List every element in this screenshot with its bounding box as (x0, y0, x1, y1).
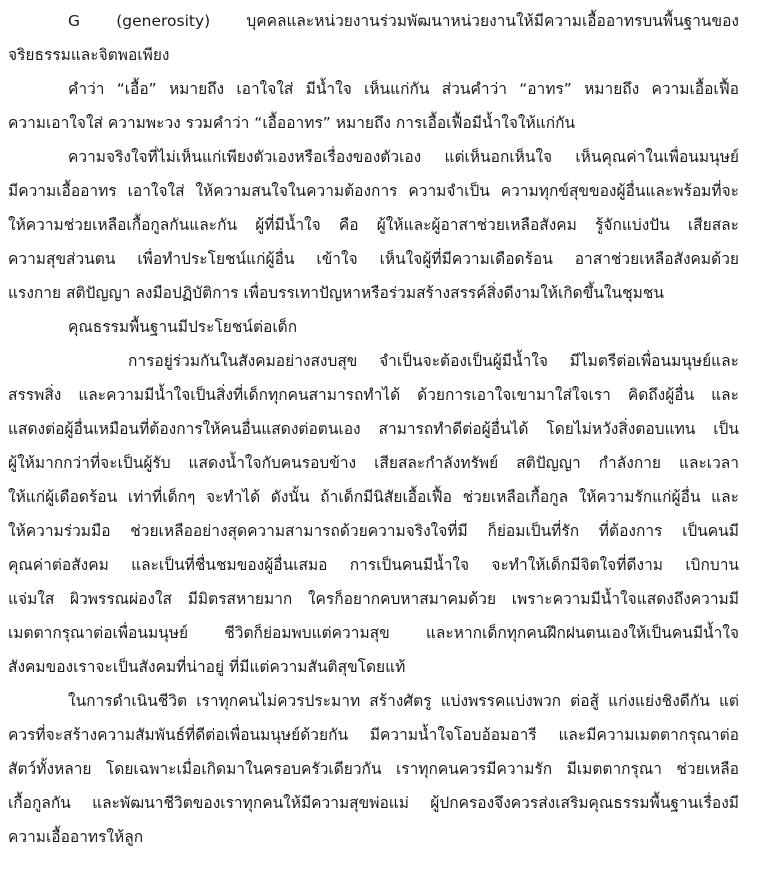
text-line-14: ผู้ให้มากกว่าที่จะเป็นผู้รับ แสดงน้ำใจกับคนรอบข้าง เสียสละกำลังทรัพย์ สติปัญญา กำลังกาย และเวลา (8, 454, 739, 472)
text-line-21: ในการดำเนินชีวิต เราทุกคนไม่ควรประมาท สร้างศัตรู แบ่งพรรคแบ่งพวก ต่อสู้ แก่งแย่งชิงดีกัน แต่ (68, 692, 739, 710)
text-line-24: เกื้อกูลกัน และพัฒนาชีวิตของเราทุกคนให้มีความสุขพ่อแม่ ผู้ปกครองจึงควรส่งเสริมคุณธรรมพื้นฐานเรื่องมี (8, 794, 739, 812)
text-line-16: ให้ความร่วมมือ ช่วยเหลืออย่างสุดความสามารถด้วยความจริงใจที่มี ก็ย่อมเป็นที่รัก ที่ต้องการ เป็นคนมี (8, 522, 739, 540)
section-heading: คุณธรรมพื้นฐานมีประโยชน์ต่อเด็ก (68, 318, 298, 336)
text-line-17: คุณค่าต่อสังคม และเป็นที่ชื่นชมของผู้อื่นเสมอ การเป็นคนมีน้ำใจ จะทำให้เด็กมีจิตใจที่ดีงาม เบิกบาน (8, 556, 739, 574)
text-line-20: สังคมของเราจะเป็นสังคมที่น่าอยู่ ที่มีแต่ความสันติสุขโดยแท้ (8, 658, 406, 676)
text-line-4: ความเอาใจใส่ ความพะวง รวมคำว่า “เอื้ออาทร” หมายถึง การเอื้อเฟื้อมีน้ำใจให้แก่กัน (8, 114, 576, 132)
text-line-18: แจ่มใส ผิวพรรณผ่องใส มีมิตรสหายมาก ใครก็อยากคบหาสมาคมด้วย เพราะความมีน้ำใจแสดงถึงความมี (8, 590, 739, 608)
text-line-5: ความจริงใจที่ไม่เห็นแก่เพียงตัวเองหรือเรื่องของตัวเอง แต่เห็นอกเห็นใจ เห็นคุณค่าในเพื่อนมนุษย์ (68, 148, 739, 166)
text-line-2: จริยธรรมและจิตพอเพียง (8, 46, 170, 64)
text-line-1: G (generosity) บุคคลและหน่วยงานร่วมพัฒนาหน่วยงานให้มีความเอื้ออาทรบนพื้นฐานของ (68, 12, 739, 30)
text-line-23: สัตว์ทั้งหลาย โดยเฉพาะเมื่อเกิดมาในครอบครัวเดียวกัน เราทุกคนควรมีความรัก มีเมตตากรุณา ช่วยเหลือ (8, 760, 739, 778)
text-line-6: มีความเอื้ออาทร เอาใจใส่ ให้ความสนใจในความต้องการ ความจำเป็น ความทุกข์สุขของผู้อื่นและพร้อมที่จะ (8, 182, 739, 200)
text-line-12: สรรพสิ่ง และความมีน้ำใจเป็นสิ่งที่เด็กทุกคนสามารถทำได้ ด้วยการเอาใจเขามาใส่ใจเรา คิดถึงผู้อื่น และ (8, 386, 739, 404)
text-line-25: ความเอื้ออาทรให้ลูก (8, 828, 144, 846)
text-line-9: แรงกาย สติปัญญา ลงมือปฏิบัติการ เพื่อบรรเทาปัญหาหรือร่วมสร้างสรรค์สิ่งดีงามให้เกิดขึ้นในชุมชน (8, 284, 664, 302)
text-line-11: การอยู่ร่วมกันในสังคมอย่างสงบสุข จำเป็นจะต้องเป็นผู้มีน้ำใจ มีไมตรีต่อเพื่อนมนุษย์และ (128, 352, 739, 370)
text-line-3: คำว่า “เอื้อ” หมายถึง เอาใจใส่ มีน้ำใจ เห็นแก่กัน ส่วนคำว่า “อาทร” หมายถึง ความเอื้อเฟื้อ (68, 80, 739, 98)
text-line-13: แสดงต่อผู้อื่นเหมือนที่ต้องการให้คนอื่นแสดงต่อตนเอง สามารถทำดีต่อผู้อื่นได้ โดยไม่หวังสิ่งตอบแทน เป็น (8, 420, 739, 438)
text-line-22: ควรที่จะสร้างความสัมพันธ์ที่ดีต่อเพื่อนมนุษย์ด้วยกัน มีความน้ำใจโอบอ้อมอารี และมีความเมตตากรุณาต่อ (8, 726, 739, 744)
text-line-19: เมตตากรุณาต่อเพื่อนมนุษย์ ชีวิตก็ย่อมพบแต่ความสุข และหากเด็กทุกคนฝึกฝนตนเองให้เป็นคนมีน้ำใจ (8, 624, 739, 642)
text-line-8: ความสุขส่วนตน เพื่อทำประโยชน์แก่ผู้อื่น เข้าใจ เห็นใจผู้ที่มีความเดือดร้อน อาสาช่วยเหลือสังคมด้วย (8, 250, 739, 268)
text-line-7: ให้ความช่วยเหลือเกื้อกูลกันและกัน ผู้ที่มีน้ำใจ คือ ผู้ให้และผู้อาสาช่วยเหลือสังคม รู้จักแบ่งปัน เสียสละ (8, 216, 739, 234)
text-line-15: ให้แก่ผู้เดือดร้อน เท่าที่เด็กๆ จะทำได้ ดังนั้น ถ้าเด็กมีนิสัยเอื้อเฟื้อ ช่วยเหลือเกื้อกูล ให้ความรักแก่ผู้อื่น และ (8, 488, 739, 506)
